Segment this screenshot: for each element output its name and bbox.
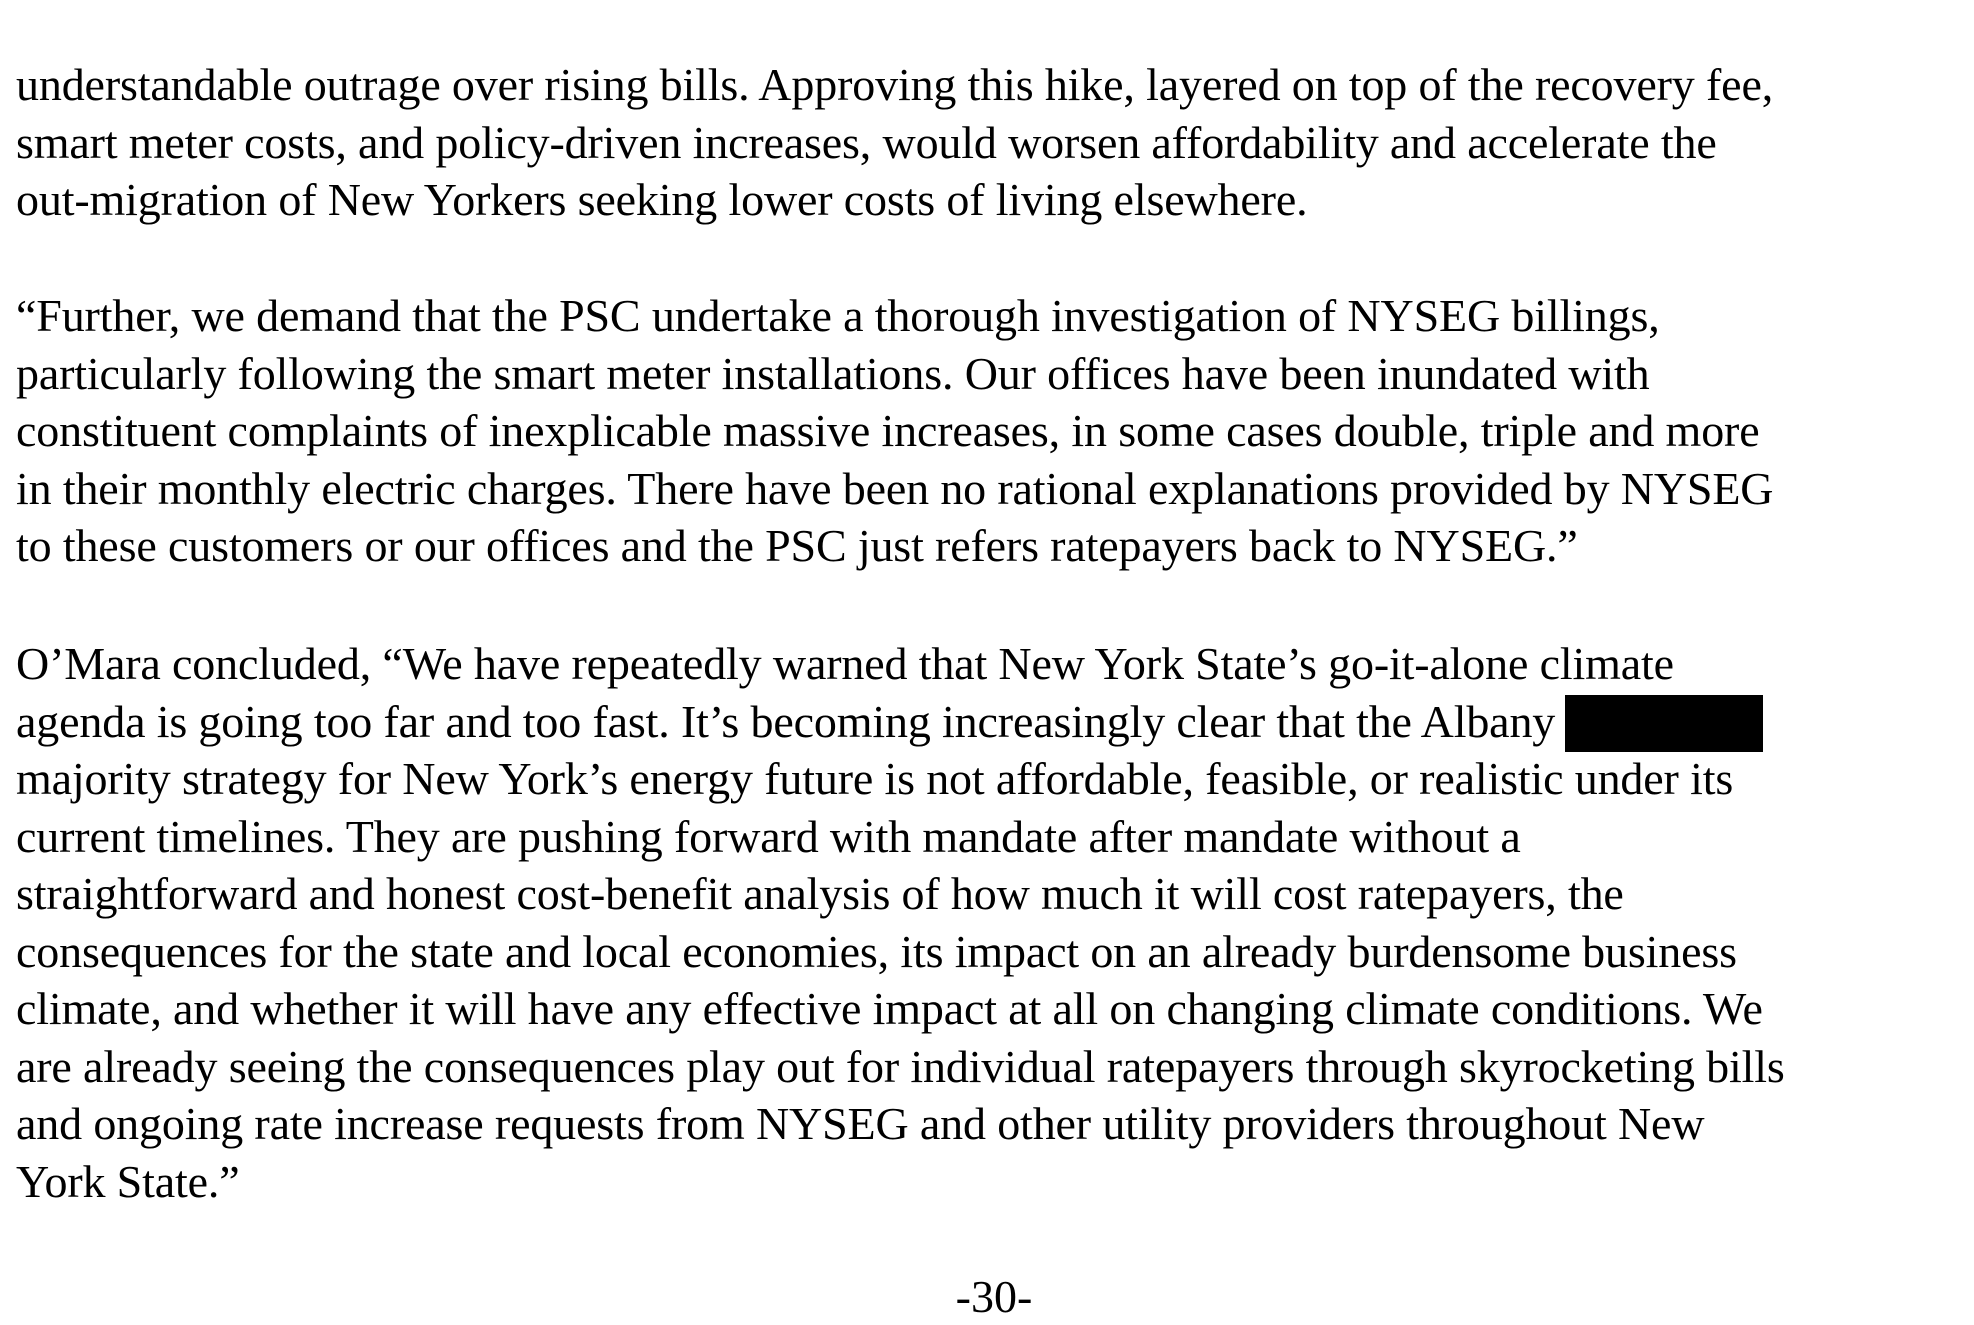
paragraph-line: out-migration of New Yorkers seeking lower costs of living elsewhere. xyxy=(16,174,1308,225)
redaction-box xyxy=(1565,695,1763,752)
paragraph-line: straightforward and honest cost-benefit analysis of how much it will cost ratepayers, the xyxy=(16,868,1624,919)
paragraph-line: York State.” xyxy=(16,1155,240,1207)
paragraph-line: to these customers or our offices and the PSC just refers ratepayers back to NYSEG.” xyxy=(16,520,1578,571)
paragraph-line: majority strategy for New York’s energy future is not affordable, feasible, or realistic under its xyxy=(16,753,1734,804)
paragraph-line: climate, and whether it will have any effective impact at all on changing climate conditions. We xyxy=(16,983,1763,1034)
paragraph-3 xyxy=(16,635,1974,1210)
paragraph-line: in their monthly electric charges. There have been no rational explanations provided by NYSEG xyxy=(16,462,1774,514)
paragraph-line: consequences for the state and local economies, its impact on an already burdensome business xyxy=(16,925,1737,977)
paragraph-line-with-redaction xyxy=(16,693,1974,751)
paragraph-2 xyxy=(16,287,1974,575)
paragraph-line: O’Mara concluded, “We have repeatedly warned that New York State’s go-it-alone climate xyxy=(16,638,1674,689)
paragraph-1 xyxy=(16,56,1974,229)
paragraph-line: and ongoing rate increase requests from NYSEG and other utility providers throughout New xyxy=(16,1098,1705,1149)
paragraph-line: “Further, we demand that the PSC undertake a thorough investigation of NYSEG billings, xyxy=(16,290,1660,341)
paragraph-line: are already seeing the consequences play out for individual ratepayers through skyrocketing bills xyxy=(16,1040,1785,1092)
paragraph-line: current timelines. They are pushing forward with mandate after mandate without a xyxy=(16,810,1521,862)
paragraph-line: particularly following the smart meter installations. Our offices have been inundated with xyxy=(16,347,1650,399)
paragraph-line: constituent complaints of inexplicable massive increases, in some cases double, triple and more xyxy=(16,405,1760,456)
paragraph-line-text: agenda is going too far and too fast. It’s becoming increasingly clear that the Albany xyxy=(16,695,1556,747)
paragraph-line: smart meter costs, and policy-driven increases, would worsen affordability and accelerate the xyxy=(16,116,1717,168)
paragraph-line: understandable outrage over rising bills. Approving this hike, layered on top of the recovery fee, xyxy=(16,59,1774,110)
page-number: -30- xyxy=(955,1271,1033,1322)
